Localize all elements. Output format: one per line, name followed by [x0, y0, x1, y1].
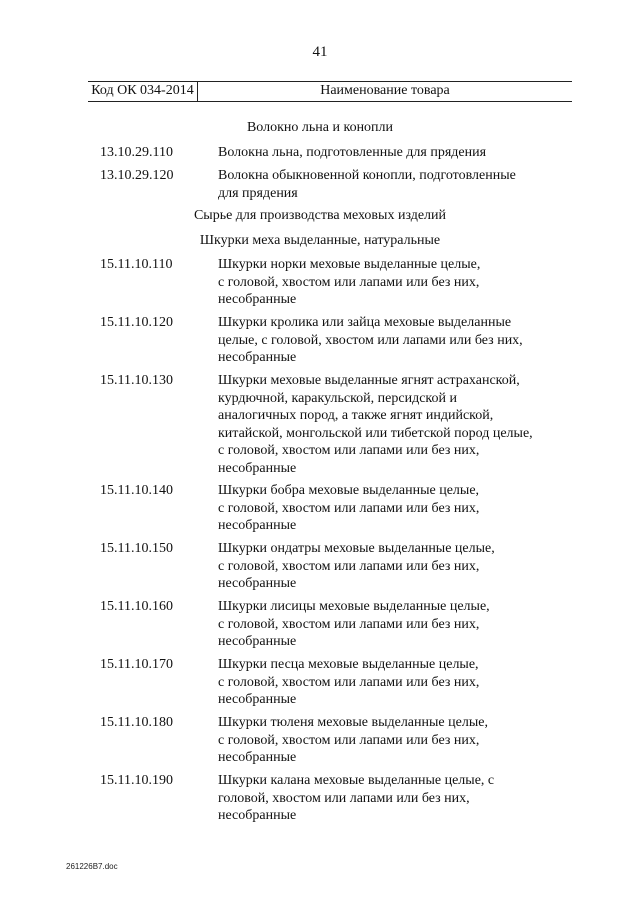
row-code: 13.10.29.120: [100, 168, 174, 183]
section-heading-flax-hemp: Волокно льна и конопли: [246, 120, 394, 135]
row-description: Шкурки кролика или зайца меховые выделанные целые, с головой, хвостом или лапами или без них, несобранные: [218, 315, 523, 365]
row-code: 15.11.10.190: [100, 773, 173, 788]
row-code: 15.11.10.140: [100, 483, 173, 498]
row-description: Шкурки калана меховые выделанные целые, с головой, хвостом или лапами или без них, несобранные: [218, 773, 495, 823]
row-code: 13.10.29.110: [100, 145, 173, 160]
page-number: 41: [312, 44, 328, 60]
row-description: Волокна льна, подготовленные для прядения: [218, 145, 487, 160]
header-code-column: Код ОК 034-2014: [91, 83, 194, 98]
row-description: Шкурки лисицы меховые выделанные целые, с головой, хвостом или лапами или без них, несобранные: [218, 599, 490, 649]
row-code: 15.11.10.180: [100, 715, 173, 730]
header-bottom-rule: [88, 101, 572, 102]
section-heading-dressed-fur: Шкурки меха выделанные, натуральные: [199, 233, 441, 248]
header-name-column: Наименование товара: [320, 83, 450, 98]
row-description: Шкурки норки меховые выделанные целые, с головой, хвостом или лапами или без них, несобранные: [218, 257, 481, 307]
row-code: 15.11.10.130: [100, 373, 173, 388]
row-description: Волокна обыкновенной конопли, подготовленные для прядения: [218, 168, 516, 201]
row-description: Шкурки тюленя меховые выделанные целые, с головой, хвостом или лапами или без них, несобранные: [218, 715, 488, 765]
row-description: Шкурки меховые выделанные ягнят астраханской, курдючной, каракульской, персидской и аналогичных пород, а также ягнят индийской, китайской, монгольской или тибетской пород целые, с головой, хвостом или лапами или без них, несобранные: [218, 373, 533, 476]
row-code: 15.11.10.160: [100, 599, 173, 614]
row-code: 15.11.10.170: [100, 657, 173, 672]
row-code: 15.11.10.110: [100, 257, 173, 272]
header-top-rule: [88, 81, 572, 82]
footer-file-name: 261226B7.doc: [66, 862, 118, 871]
row-code: 15.11.10.150: [100, 541, 173, 556]
row-description: Шкурки песца меховые выделанные целые, с головой, хвостом или лапами или без них, несобранные: [218, 657, 480, 707]
row-description: Шкурки бобра меховые выделанные целые, с головой, хвостом или лапами или без них, несобранные: [218, 483, 480, 533]
row-code: 15.11.10.120: [100, 315, 173, 330]
row-description: Шкурки ондатры меховые выделанные целые, с головой, хвостом или лапами или без них, несобранные: [218, 541, 495, 591]
section-heading-fur-raw: Сырье для производства меховых изделий: [193, 208, 447, 223]
